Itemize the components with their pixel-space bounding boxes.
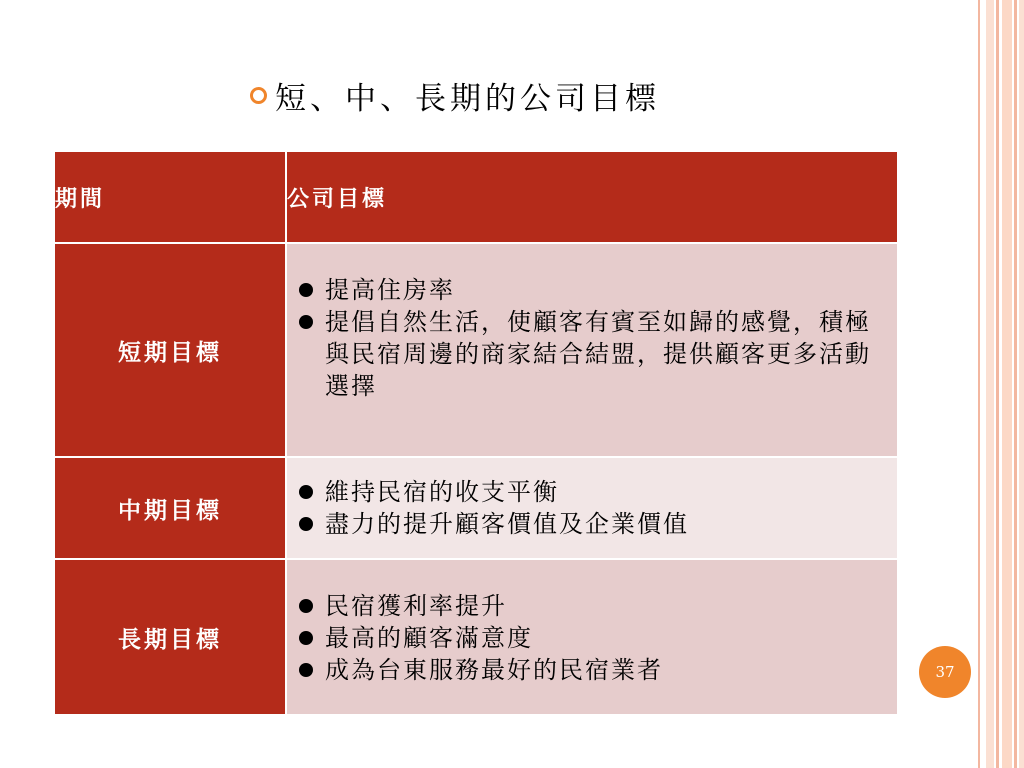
- slide-title: [250, 72, 660, 118]
- bullet-icon: [299, 485, 313, 499]
- goal-items: [286, 243, 898, 457]
- goals-table: [53, 150, 899, 716]
- bullet-icon: [299, 631, 313, 645]
- decor-stripe: [978, 0, 980, 768]
- table-row: [54, 559, 898, 715]
- page-number-badge: [919, 646, 971, 698]
- bullet-icon: [299, 283, 313, 297]
- period-label: 短期目標: [54, 243, 286, 457]
- table-header-row: [54, 151, 898, 243]
- list-item: [299, 654, 889, 686]
- bullet-icon: [299, 599, 313, 613]
- bullet-icon: [299, 663, 313, 677]
- bullet-icon: [299, 517, 313, 531]
- period-label: 長期目標: [54, 559, 286, 715]
- decor-stripe: [1019, 0, 1024, 768]
- table-row: [54, 243, 898, 457]
- circle-bullet-icon: [250, 87, 267, 104]
- list-item: [299, 476, 889, 508]
- list-item: [299, 508, 889, 540]
- bullet-icon: [299, 315, 313, 329]
- goal-text: 民宿獲利率提升: [325, 592, 507, 620]
- goal-text: 維持民宿的收支平衡: [325, 478, 559, 506]
- table-row: [54, 457, 898, 559]
- page-number: 37: [935, 663, 955, 681]
- decor-stripe: [1002, 0, 1012, 768]
- goal-text: 提倡自然生活，使顧客有賓至如歸的感覺，積極與民宿周邊的商家結合結盟，提供顧客更多活動選擇: [325, 308, 871, 400]
- decor-stripe: [986, 0, 994, 768]
- slide-title-text: 短、中、長期的公司目標: [275, 80, 660, 117]
- period-label: 中期目標: [54, 457, 286, 559]
- decor-stripe: [996, 0, 999, 768]
- list-item: [299, 306, 889, 402]
- goal-text: 提高住房率: [325, 276, 455, 304]
- goal-items: [286, 559, 898, 715]
- goal-items: [286, 457, 898, 559]
- goal-text: 盡力的提升顧客價值及企業價值: [325, 510, 689, 538]
- header-goals: 公司目標: [286, 151, 898, 243]
- list-item: [299, 590, 889, 622]
- goal-text: 最高的顧客滿意度: [325, 624, 533, 652]
- header-period: 期間: [54, 151, 286, 243]
- decor-stripe: [1014, 0, 1017, 768]
- goal-text: 成為台東服務最好的民宿業者: [325, 656, 663, 684]
- list-item: [299, 274, 889, 306]
- list-item: [299, 622, 889, 654]
